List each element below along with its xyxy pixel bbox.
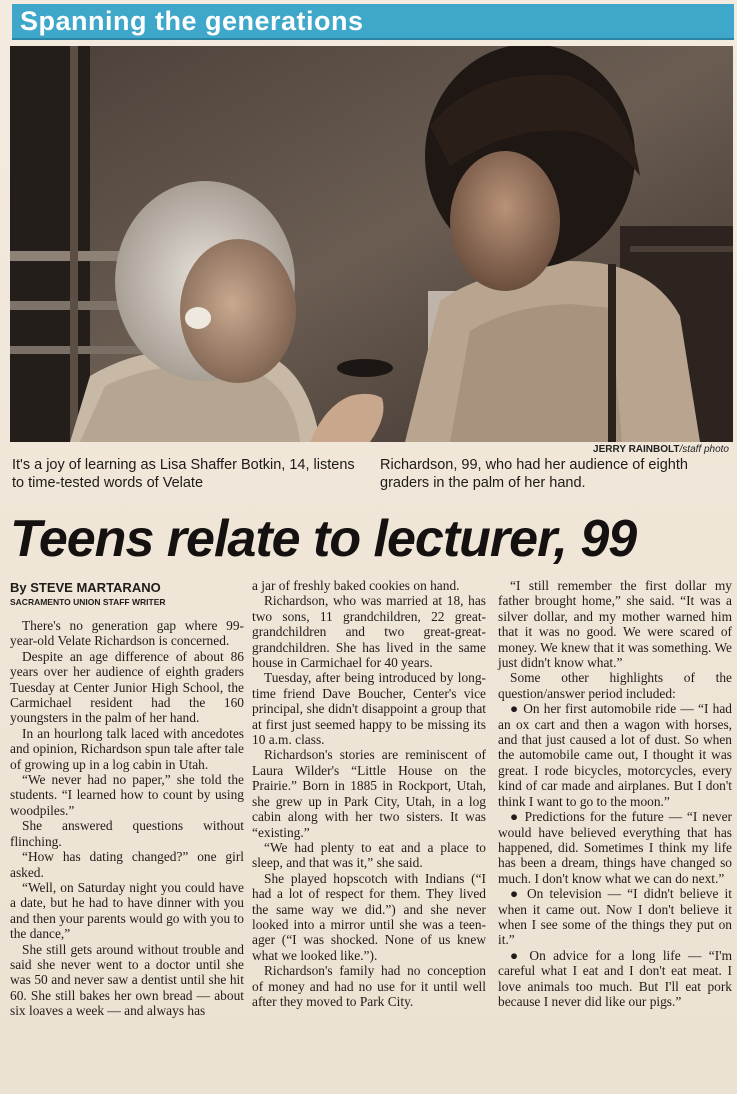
paragraph: “We never had no paper,” she told the students. “I learned how to count by using woodpiles.” [10, 772, 244, 818]
bullet-paragraph: ● On her first automobile ride — “I had an ox cart and then a wagon with horses, and that just caused a lot of dust. So when the automobile came out, I thought it was great. I rode bicycles, motorcycles, every kind of car made and airplanes. But I don't think I want to go to the moon.” [498, 701, 732, 809]
byline: By STEVE MARTARANO [10, 580, 161, 595]
paragraph: She still gets around without trouble and said she never went to a doctor until she was 50 and never saw a dentist until she hit 60. She still bakes her own bread — about six loaves a week — and always has [10, 941, 244, 1019]
paragraph: She played hopscotch with Indians (“I had a lot of respect for them. They lived the same way we did.”) and she never looked into a mirror until she was a teen-ager (“I was shocked. None of us knew what we looked like.”). [252, 870, 486, 963]
article-headline: Teens relate to lecturer, 99 [10, 510, 637, 568]
bullet-paragraph: ● On advice for a long life — “I'm careful what I eat and I don't eat meat. I love animals too much. But I'll eat pork because I never did like our pigs.” [498, 947, 732, 1009]
paragraph: “How has dating changed?” one girl asked. [10, 849, 244, 880]
paragraph: Some other highlights of the question/answer period included: [498, 670, 732, 701]
paragraph: Richardson's stories are reminiscent of Laura Wilder's “Little House on the Prairie.” Born in 1885 in Rockport, Utah, she grew up in Park City, Utah, in a log cabin along with her two sisters. It was “existing.” [252, 747, 486, 840]
byline-affiliation: SACRAMENTO UNION STAFF WRITER [10, 597, 166, 607]
paragraph: Despite an age difference of about 86 years over her audience of eighth graders Tuesday at Center Junior High School, the Carmichael resident had the 160 youngsters in the palm of her hand. [10, 648, 244, 726]
article-column-2 [252, 578, 486, 1009]
paragraph: She answered questions without flinching. [10, 818, 244, 849]
article-column-3 [498, 578, 732, 1009]
bullet-paragraph: ● Predictions for the future — “I never would have believed everything that has happened, did. Sometimes I think my life has been a dream, things have changed so much. I don't know what we can do next.” [498, 809, 732, 886]
news-photo [10, 46, 733, 442]
photo-illustration [10, 46, 733, 442]
photo-caption-left: It's a joy of learning as Lisa Shaffer Botkin, 14, listens to time-tested words of Velate [12, 457, 355, 491]
photo-caption-right: Richardson, 99, who had her audience of eighth graders in the palm of her hand. [380, 457, 688, 491]
photo-credit-name: JERRY RAINBOLT [593, 444, 680, 455]
bullet-paragraph: ● On television — “I didn't believe it when it came out. Now I don't believe it when I see some of the things they put on it.” [498, 886, 732, 948]
paragraph: “Well, on Saturday night you could have a date, but he had to have dinner with you and then your parents would go with you to the dance,” [10, 879, 244, 942]
paragraph: In an hourlong talk laced with ancedotes and opinion, Richardson spun tale after tale of growing up in a log cabin in Utah. [10, 725, 244, 772]
section-banner [12, 4, 734, 40]
photo-credit [593, 444, 729, 455]
paragraph: “I still remember the first dollar my father brought home,” she said. “It was a silver dollar, and my mother warned him that it was no good. We were scared of money. We knew that it was something. We just didn't know what.” [498, 578, 732, 671]
banner-title: Spanning the generations [20, 6, 364, 36]
paragraph: a jar of freshly baked cookies on hand. [252, 578, 460, 593]
paragraph: Richardson, who was married at 18, has two sons, 11 grandchildren, 22 great-grandchildren and two great-great-grandchildren. She has lived in the same house in Carmichael for 40 years. [252, 593, 486, 671]
paragraph: There's no generation gap where 99-year-old Velate Richardson is concerned. [10, 618, 244, 649]
photo-credit-role: /staff photo [679, 444, 729, 455]
article-column-1 [10, 578, 244, 1019]
paragraph: Richardson's family had no conception of money and had no use for it until well after they moved to Park City. [252, 963, 486, 1009]
paragraph: Tuesday, after being introduced by long-time friend Dave Boucher, Center's vice principal, she didn't disappoint a group that at first just seemed happy to be missing its 10 a.m. class. [252, 670, 486, 748]
paragraph: “We had plenty to eat and a place to sleep, and that was it,” she said. [252, 839, 486, 871]
